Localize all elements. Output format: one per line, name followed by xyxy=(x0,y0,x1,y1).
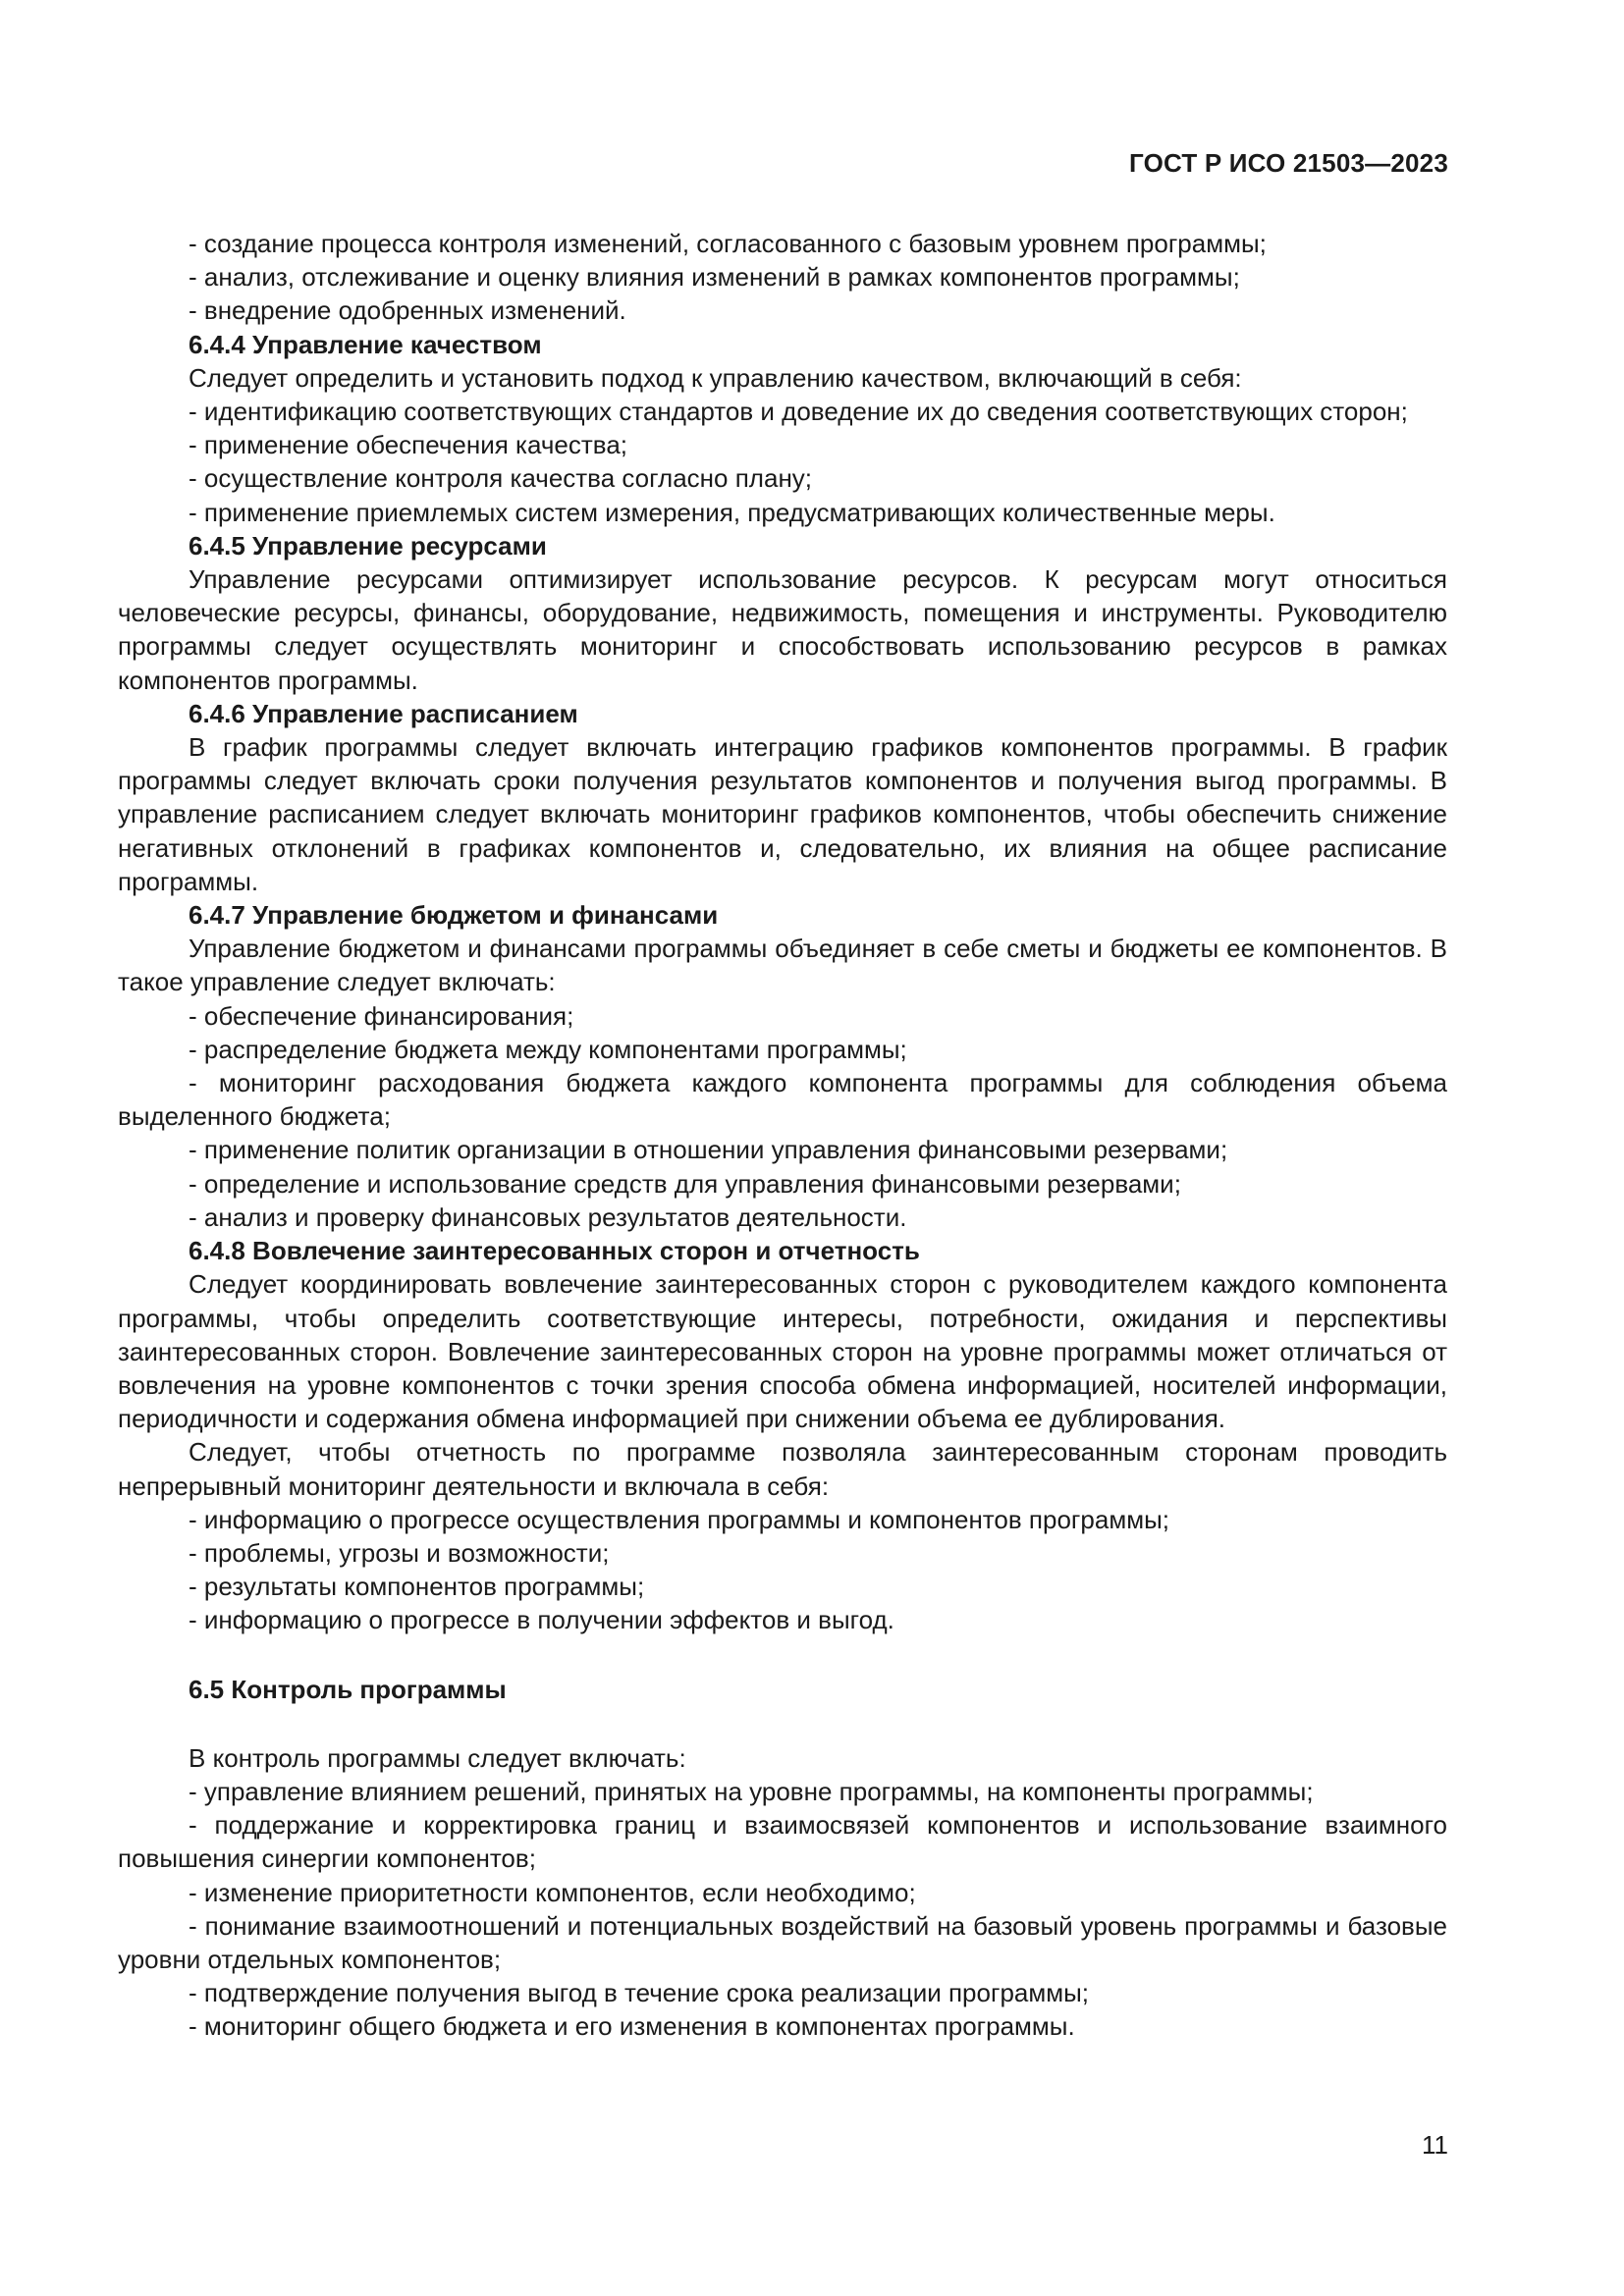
list-item: - анализ, отслеживание и оценку влияния изменений в рамках компонентов программы; xyxy=(189,262,1240,293)
list-item: - информацию о прогрессе в получении эффектов и выгод. xyxy=(189,1605,894,1635)
page-header: ГОСТ Р ИСО 21503—2023 xyxy=(1128,148,1448,178)
paragraph: Управление бюджетом и финансами программы объединяет в себе сметы и бюджеты ее компонентов. В такое управление следует включать: xyxy=(118,934,1447,997)
page-number: 11 xyxy=(1422,2130,1448,2160)
section-heading: 6.5 Контроль программы xyxy=(189,1674,507,1704)
list-item: - анализ и проверку финансовых результатов деятельности. xyxy=(189,1201,907,1232)
list-item: - результаты компонентов программы; xyxy=(189,1572,645,1602)
list-item: - распределение бюджета между компонентами программы; xyxy=(189,1034,907,1064)
paragraph: Следует координировать вовлечение заинтересованных сторон с руководителем каждого компонента программы, чтобы определить соответствующие интересы, потребности, ожидания и перспективы заинтересованных сторон. Вовлечение заинтересованных сторон на уровне программы может отличаться от вовлечения на уровне компонентов с точки зрения способа обмена информацией, носителей информации, периодичности и содержания обмена информацией при снижении объема ее дублирования. xyxy=(118,1269,1447,1434)
document-body xyxy=(118,227,1447,2044)
list-item: - осуществление контроля качества согласно плану; xyxy=(189,463,813,494)
paragraph: В график программы следует включать интеграцию графиков компонентов программы. В график программы следует включать сроки получения результатов компонентов и получения выгод программы. В управление расписанием следует включать мониторинг графиков компонентов, чтобы обеспечить снижение негативных отклонений в графиках компонентов и, следовательно, их влияния на общее расписание программы. xyxy=(118,732,1447,896)
list-item: - проблемы, угрозы и возможности; xyxy=(189,1537,610,1568)
list-item: - понимание взаимоотношений и потенциальных воздействий на базовый уровень программы и базовые уровни отдельных компонентов; xyxy=(118,1910,1447,1974)
section-heading: 6.4.7 Управление бюджетом и финансами xyxy=(189,900,719,931)
list-item: - создание процесса контроля изменений, согласованного с базовым уровнем программы; xyxy=(189,229,1267,258)
list-item: - применение политик организации в отношении управления финансовыми резервами; xyxy=(189,1135,1228,1165)
list-item: - подтверждение получения выгод в течение срока реализации программы; xyxy=(189,1978,1090,2008)
list-item: - управление влиянием решений, принятых на уровне программы, на компоненты программы; xyxy=(189,1776,1314,1806)
section-heading: 6.4.6 Управление расписанием xyxy=(189,698,578,728)
section-heading: 6.4.4 Управление качеством xyxy=(189,329,542,359)
list-item: - определение и использование средств для управления финансовыми резервами; xyxy=(189,1168,1181,1199)
list-item: - информацию о прогрессе осуществления программы и компонентов программы; xyxy=(189,1504,1169,1534)
list-item: - поддержание и корректировка границ и взаимосвязей компонентов и использование взаимного повышения синергии компонентов; xyxy=(118,1810,1447,1874)
paragraph: Управление ресурсами оптимизирует использование ресурсов. К ресурсам могут относиться человеческие ресурсы, финансы, оборудование, недвижимость, помещения и инструменты. Руководителю программы следует осуществлять мониторинг и способствовать использованию ресурсов в рамках компонентов программы. xyxy=(118,564,1447,695)
section-heading: 6.4.5 Управление ресурсами xyxy=(189,530,547,561)
list-item: - обеспечение финансирования; xyxy=(189,1000,574,1031)
paragraph: Следует, чтобы отчетность по программе позволяла заинтересованным сторонам проводить непрерывный мониторинг деятельности и включала в себя: xyxy=(118,1437,1447,1501)
list-item: - применение обеспечения качества; xyxy=(189,430,628,460)
list-item: - внедрение одобренных изменений. xyxy=(189,295,626,326)
list-item: - идентификацию соответствующих стандартов и доведение их до сведения соответствующих сторон; xyxy=(189,397,1408,427)
paragraph: В контроль программы следует включать: xyxy=(189,1742,686,1773)
list-item: - применение приемлемых систем измерения, предусматривающих количественные меры. xyxy=(189,497,1275,527)
section-heading: 6.4.8 Вовлечение заинтересованных сторон и отчетность xyxy=(189,1236,920,1266)
list-item: - мониторинг расходования бюджета каждого компонента программы для соблюдения объема выделенного бюджета; xyxy=(118,1068,1447,1132)
paragraph: Следует определить и установить подход к управлению качеством, включающий в себя: xyxy=(189,362,1242,393)
list-item: - изменение приоритетности компонентов, если необходимо; xyxy=(189,1877,916,1907)
list-item: - мониторинг общего бюджета и его изменения в компонентах программы. xyxy=(189,2011,1075,2042)
